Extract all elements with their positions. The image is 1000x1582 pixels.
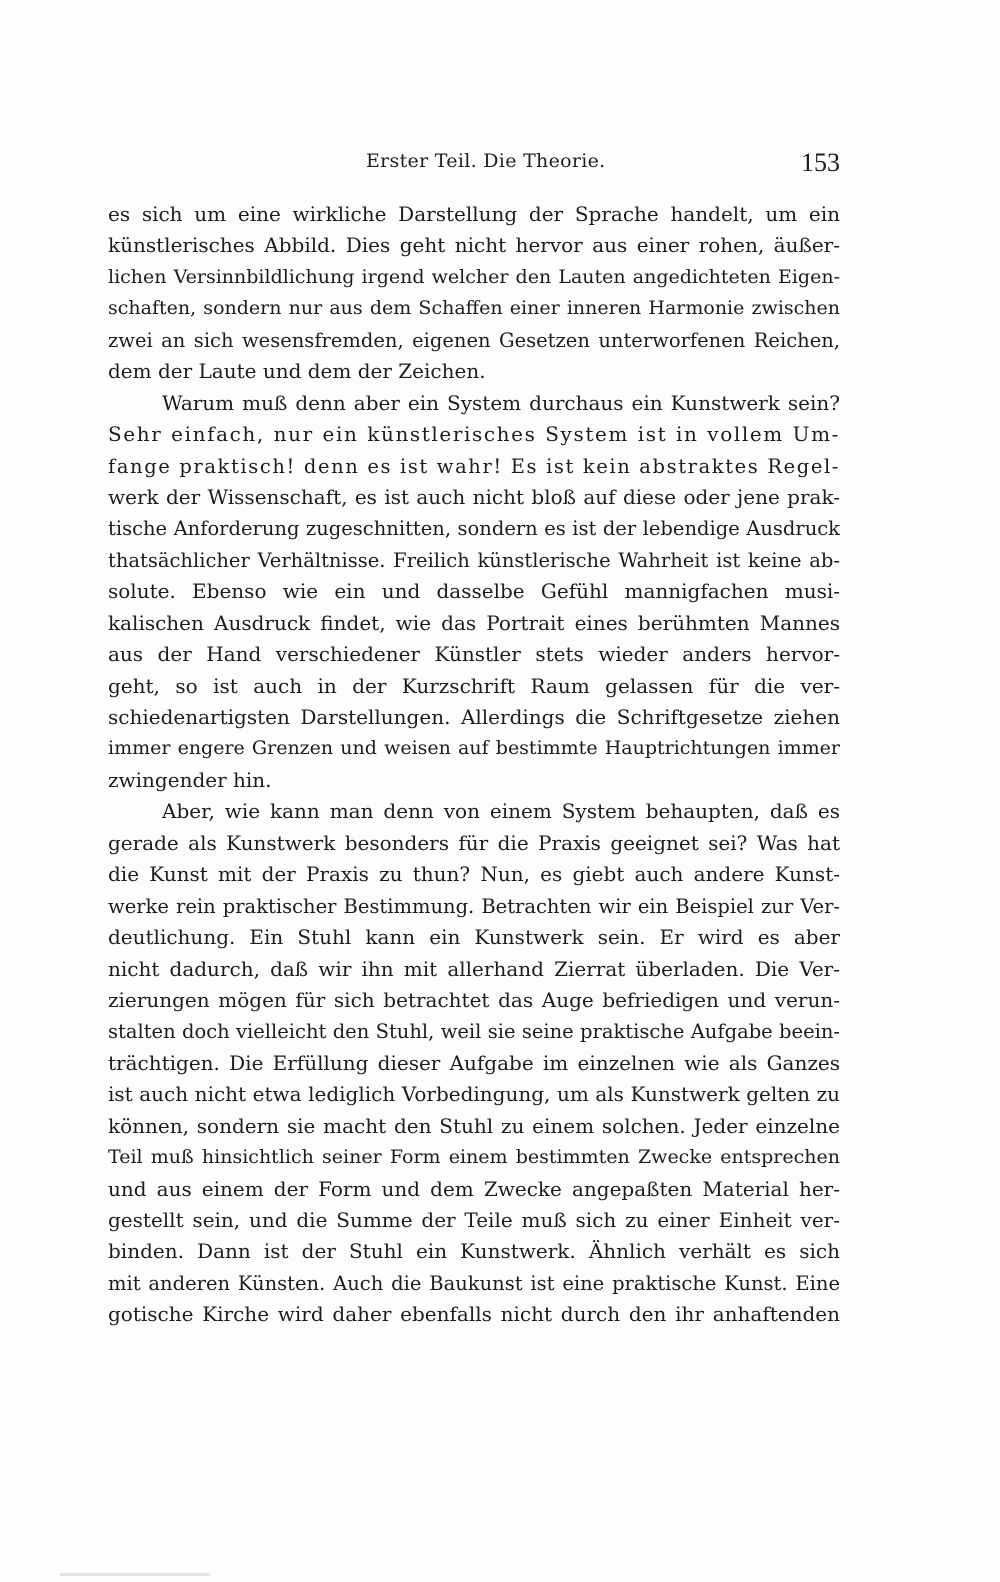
text-line: gestellt sein, und die Summe der Teile muß sich zu einer Einheit ver- <box>108 1208 840 1232</box>
text-line: Teil muß hinsichtlich seiner Form einem bestimmten Zwecke entsprechen <box>108 1146 840 1169</box>
page-number: 153 <box>801 148 840 177</box>
paragraph-first-line: Aber, wie kann man denn von einem System behaupten, daß es <box>162 799 840 824</box>
text-line: es sich um eine wirkliche Darstellung der Sprache handelt, um ein <box>108 202 840 226</box>
text-line: schiedenartigsten Darstellungen. Allerdings die Schriftgesetze ziehen <box>108 705 840 729</box>
text-line: werke rein praktischer Bestimmung. Betrachten wir ein Beispiel zur Ver- <box>108 894 840 918</box>
text-line: deutlichung. Ein Stuhl kann ein Kunstwerk sein. Er wird es aber <box>108 925 840 950</box>
text-line: werk der Wissenschaft, es ist auch nicht bloß auf diese oder jene prak- <box>108 484 840 509</box>
text-line: können, sondern sie macht den Stuhl zu einem solchen. Jeder einzelne <box>108 1113 840 1138</box>
text-line: binden. Dann ist der Stuhl ein Kunstwerk. Ähnlich verhält es sich <box>108 1239 840 1264</box>
text-line: thatsächlicher Verhältnisse. Freilich künstlerische Wahrheit ist keine ab- <box>108 548 840 572</box>
text-line: mit anderen Künsten. Auch die Baukunst ist eine praktische Kunst. Eine <box>108 1271 840 1295</box>
text-line: dem der Laute und dem der Zeichen. <box>108 359 486 384</box>
text-line: aus der Hand verschiedener Künstler stets wieder anders hervor- <box>108 642 840 667</box>
text-line: nicht dadurch, daß wir ihn mit allerhand Zierrat überladen. Die Ver- <box>108 956 840 981</box>
text-line: zierungen mögen für sich betrachtet das Auge befriedigen und verun- <box>108 987 840 1012</box>
text-line: gerade als Kunstwerk besonders für die Praxis geeignet sei? Was hat <box>108 830 840 855</box>
text-line: kalischen Ausdruck findet, wie das Portrait eines berühmten Mannes <box>108 610 840 635</box>
paragraph-first-line: Warum muß denn aber ein System durchaus ein Kunstwerk sein? <box>162 390 840 415</box>
text-line: Sehr einfach, nur ein künstlerisches System ist in vollem Um- <box>108 422 840 447</box>
text-line: gotische Kirche wird daher ebenfalls nicht durch den ihr anhaftenden <box>108 1302 840 1327</box>
text-line: zwingender hin. <box>108 767 272 792</box>
text-line: trächtigen. Die Erfüllung dieser Aufgabe im einzelnen wie als Ganzes <box>108 1050 840 1075</box>
text-line: solute. Ebenso wie ein und dasselbe Gefühl mannigfachen musi- <box>108 579 840 604</box>
body-text <box>108 199 840 1331</box>
text-line: stalten doch vielleicht den Stuhl, weil sie seine praktische Aufgabe beein- <box>108 1020 840 1044</box>
text-line: ist auch nicht etwa lediglich Vorbedingung, um als Kunstwerk gelten zu <box>108 1082 840 1107</box>
text-line: lichen Versinnbildlichung irgend welcher den Lauten angedichteten Eigen- <box>108 265 840 288</box>
text-line: immer engere Grenzen und weisen auf bestimmte Hauptrichtungen immer <box>108 737 840 760</box>
running-head: Erster Teil. Die Theorie. <box>366 150 606 172</box>
text-line: und aus einem der Form und dem Zwecke angepaßten Material her- <box>108 1176 840 1201</box>
text-line: geht, so ist auch in der Kurzschrift Raum gelassen für die ver- <box>108 673 840 698</box>
text-line: die Kunst mit der Praxis zu thun? Nun, es giebt auch andere Kunst- <box>108 862 840 887</box>
text-line: tische Anforderung zugeschnitten, sondern es ist der lebendige Ausdruck <box>108 517 840 541</box>
text-line: künstlerisches Abbild. Dies geht nicht hervor aus einer rohen, äußer- <box>108 233 840 258</box>
text-line: schaften, sondern nur aus dem Schaffen einer inneren Harmonie zwischen <box>108 297 840 320</box>
page-header <box>108 150 840 182</box>
text-line: fange praktisch! denn es ist wahr! Es ist kein abstraktes Regel- <box>108 454 840 478</box>
scan-edge-mark <box>60 1573 210 1576</box>
text-line: zwei an sich wesensfremden, eigenen Gesetzen unterworfenen Reichen, <box>108 328 840 352</box>
